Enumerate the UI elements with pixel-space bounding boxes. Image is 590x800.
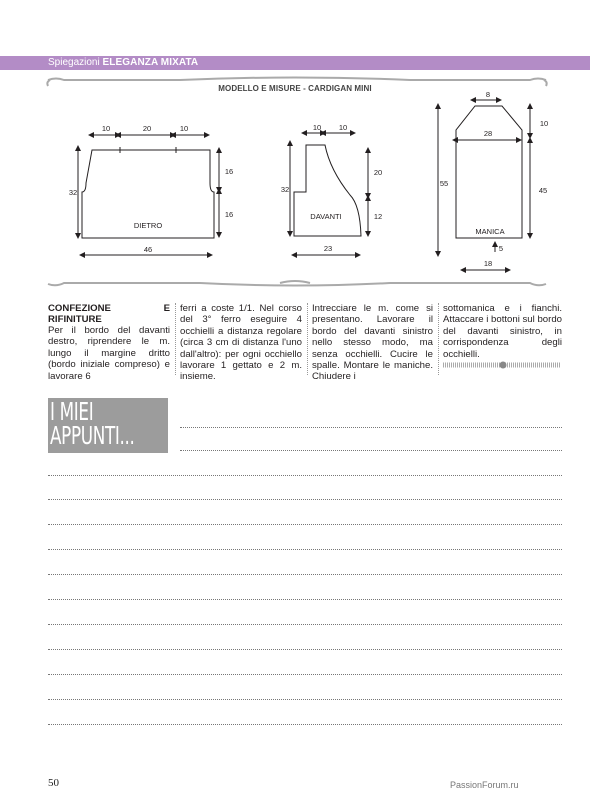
- front-side-upper: 20: [373, 168, 383, 177]
- notes-title: [50, 397, 173, 450]
- schematic-diagram: [0, 72, 590, 292]
- back-top-width-3: 10: [179, 124, 189, 133]
- notes-line: [48, 475, 562, 476]
- front-height: 32: [280, 185, 290, 194]
- notes-line: [48, 699, 562, 700]
- notes-line: [48, 549, 562, 550]
- notes-title-line1: I MIEI: [50, 397, 94, 426]
- sleeve-top: 8: [485, 90, 491, 99]
- back-height: 32: [68, 188, 78, 197]
- frame-left-curve: [47, 80, 50, 86]
- watermark: PassionForum.ru: [450, 780, 519, 790]
- frame-bottom-mid: [280, 281, 310, 283]
- notes-line: [48, 499, 562, 500]
- sleeve-bottom-width: 18: [483, 259, 493, 268]
- notes-line: [180, 427, 562, 428]
- sleeve-upper-width: 28: [483, 129, 493, 138]
- progress-ruler: [443, 360, 563, 370]
- header-title: [48, 57, 198, 69]
- front-top-width-2: 10: [338, 123, 348, 132]
- front-label: DAVANTI: [310, 212, 342, 221]
- front-bottom-width: 23: [323, 244, 333, 253]
- text-column-1-body: Per il bordo del davanti destro, riprendere le m. lungo il margine dritto (bordo iniziale compreso) e lavorare 6: [48, 325, 170, 382]
- sleeve-cuff: 5: [498, 244, 504, 253]
- back-top-width-1: 10: [101, 124, 111, 133]
- back-side-upper: 16: [224, 167, 234, 176]
- header-pattern-title: ELEGANZA MIXATA: [102, 57, 199, 68]
- column-divider: [307, 303, 308, 375]
- notes-title-line2: APPUNTI...: [50, 421, 135, 450]
- frame-bottom-line: [48, 283, 546, 286]
- text-column-1: [48, 303, 170, 382]
- notes-line: [48, 574, 562, 575]
- section-heading: CONFEZIONE E RIFINITURE: [48, 303, 170, 325]
- notes-line: [180, 450, 562, 451]
- back-top-width-2: 20: [142, 124, 152, 133]
- back-bottom-width: 46: [143, 245, 153, 254]
- column-divider: [175, 303, 176, 375]
- schematic-title: MODELLO E MISURE - CARDIGAN MINI: [218, 84, 372, 93]
- notes-line: [48, 524, 562, 525]
- sleeve-side-height: 45: [538, 186, 548, 195]
- notes-line: [48, 724, 562, 725]
- sleeve-piece-outline: [456, 106, 522, 238]
- back-label: DIETRO: [133, 221, 163, 230]
- text-column-3: Intrecciare le m. come si presentano. Lavorare il bordo del davanti sinistro nello stesso modo, ma senza occhielli. Cucire le spalle. Montare le maniche. Chiudere i: [312, 303, 433, 383]
- sleeve-cap-height: 10: [539, 119, 549, 128]
- notes-line: [48, 624, 562, 625]
- sleeve-total-height: 55: [439, 179, 449, 188]
- sleeve-label: MANICA: [475, 227, 505, 236]
- back-side-lower: 16: [224, 210, 234, 219]
- text-column-4: sottomanica e i fianchi. Attaccare i bottoni sul bordo del davanti sinistro, in corrispondenza degli occhielli.: [443, 303, 562, 360]
- header-section: Spiegazioni: [48, 57, 100, 68]
- text-column-2: ferri a coste 1/1. Nel corso del 3° ferro eseguire 4 occhielli a distanza regolare (circa 3 cm di distanza l'uno dall'altro): per ogni occhiello lavorare 1 gettato e 2 m. insieme.: [180, 303, 302, 383]
- notes-line: [48, 599, 562, 600]
- front-top-width-1: 10: [312, 123, 322, 132]
- page-number: 50: [48, 777, 59, 789]
- front-piece-outline: [294, 145, 361, 236]
- notes-line: [48, 674, 562, 675]
- front-side-lower: 12: [373, 212, 383, 221]
- notes-line: [48, 649, 562, 650]
- notes-title-box: [48, 398, 168, 453]
- frame-top-line: [48, 78, 546, 81]
- frame-right-curve: [544, 80, 547, 86]
- column-divider: [438, 303, 439, 375]
